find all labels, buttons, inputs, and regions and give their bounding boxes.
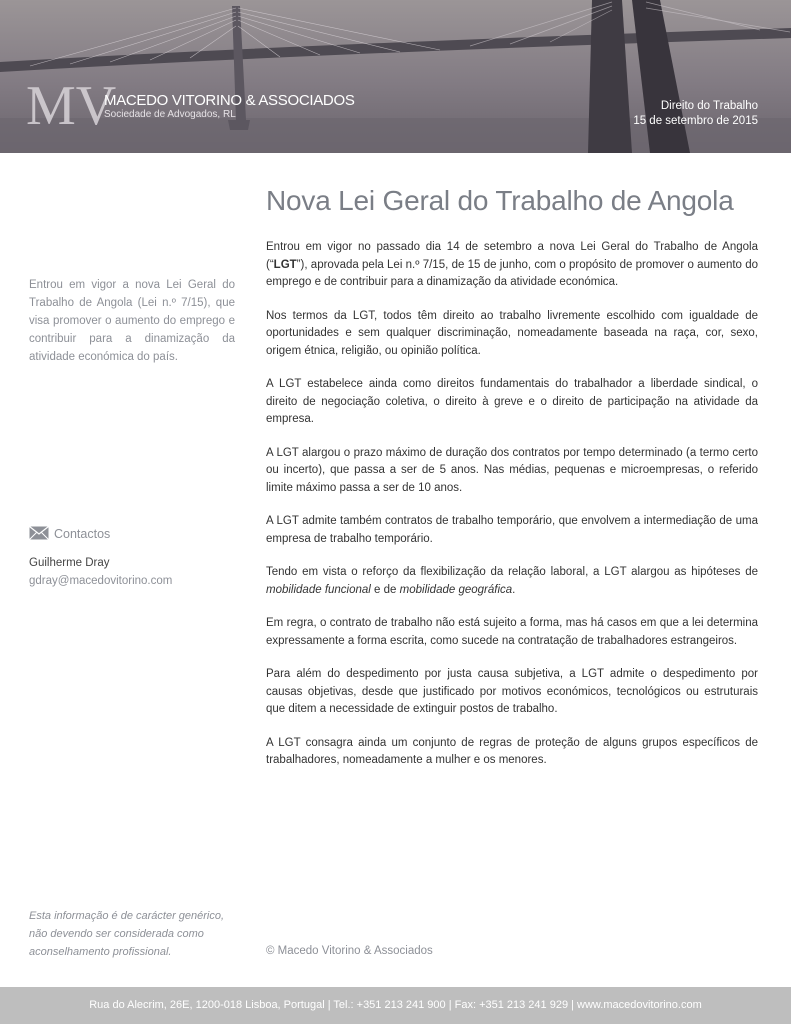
contact-email-link[interactable]: gdray@macedovitorino.com xyxy=(29,575,173,587)
header-banner xyxy=(0,0,791,153)
bridge-photo xyxy=(0,0,791,153)
practice-area: Direito do Trabalho xyxy=(660,100,758,112)
paragraph xyxy=(266,239,758,292)
page-title: Nova Lei Geral do Trabalho de Angola xyxy=(266,185,734,216)
text: . xyxy=(512,583,516,596)
paragraph xyxy=(266,564,758,599)
firm-subtitle: Sociedade de Advogados, RL xyxy=(104,109,236,120)
lgt-abbrev: LGT xyxy=(273,258,297,271)
envelope-icon xyxy=(29,526,49,540)
logo-letters: MV xyxy=(26,75,117,137)
copyright: © Macedo Vitorino & Associados xyxy=(266,945,433,957)
text: e de xyxy=(370,583,400,596)
sidebar-summary: Entrou em vigor a nova Lei Geral do Trabalho de Angola (Lei n.º 7/15), que visa promover o aumento do emprego e contribuir para a dinamização da atividade económica do país. xyxy=(29,279,235,363)
publication-date: 15 de setembro de 2015 xyxy=(633,115,758,127)
text: ”), aprovada pela Lei n.º 7/15, de 15 de junho, com o propósito de promover o aumento do emprego e de contribuir para a dinamização da atividade económica. xyxy=(266,258,758,288)
contacts-label: Contactos xyxy=(54,527,111,541)
text: Entrou em vigor no passado dia 14 de setembro a nova Lei Geral do Trabalho de Angola (“ xyxy=(266,241,758,271)
footer-bar xyxy=(0,987,791,1024)
firm-name: MACEDO VITORINO & ASSOCIADOS xyxy=(104,92,355,109)
contact-name: Guilherme Dray xyxy=(29,557,110,569)
paragraph: Em regra, o contrato de trabalho não está sujeito a forma, mas há casos em que a lei determina expressamente a forma escrita, como sucede na contratação de trabalhadores estrangeiros. xyxy=(266,617,758,647)
paragraph: A LGT consagra ainda um conjunto de regras de proteção de alguns grupos específicos de trabalhadores, nomeadamente a mulher e os menores. xyxy=(266,736,758,766)
paragraph: A LGT estabelece ainda como direitos fundamentais do trabalhador a liberdade sindical, o direito de negociação coletiva, o direito à greve e o direito de participação na atividade da empresa. xyxy=(266,378,758,425)
paragraph: A LGT admite também contratos de trabalho temporário, que envolvem a intermediação de uma empresa de trabalho temporário. xyxy=(266,515,758,545)
disclaimer: Esta informação é de carácter genérico, não devendo ser considerada como aconselhamento profissional. xyxy=(29,910,225,958)
footer-address: Rua do Alecrim, 26E, 1200-018 Lisboa, Portugal | Tel.: +351 213 241 900 | Fax: +351 213 241 929 | www.macedovitorino.com xyxy=(89,999,702,1011)
paragraph: Nos termos da LGT, todos têm direito ao trabalho livremente escolhido com igualdade de oportunidades e sem qualquer discriminação, nomeadamente baseada na raça, cor, sexo, origem étnica, religião, ou opinião política. xyxy=(266,309,758,357)
paragraph: Para além do despedimento por justa causa subjetiva, a LGT admite o despedimento por causas objetivas, desde que justificado por motivos económicos, tecnológicos ou estruturais que ditem a necessidade de extinguir postos de trabalho. xyxy=(266,668,758,715)
article-body xyxy=(266,239,758,786)
header-meta xyxy=(633,99,758,129)
paragraph: A LGT alargou o prazo máximo de duração dos contratos por tempo determinado (a termo certo ou incerto), que passa a ser de 5 anos. Nas médias, pequenas e microempresas, o referido limite máximo passa a ser de 10 anos. xyxy=(266,446,758,494)
text: Tendo em vista o reforço da flexibilização da relação laboral, a LGT alargou as hipóteses de xyxy=(266,566,758,578)
firm-logo xyxy=(26,75,117,137)
emphasis: mobilidade funcional xyxy=(266,583,371,596)
contacts-heading xyxy=(29,526,110,541)
emphasis: mobilidade geográfica xyxy=(399,583,513,596)
